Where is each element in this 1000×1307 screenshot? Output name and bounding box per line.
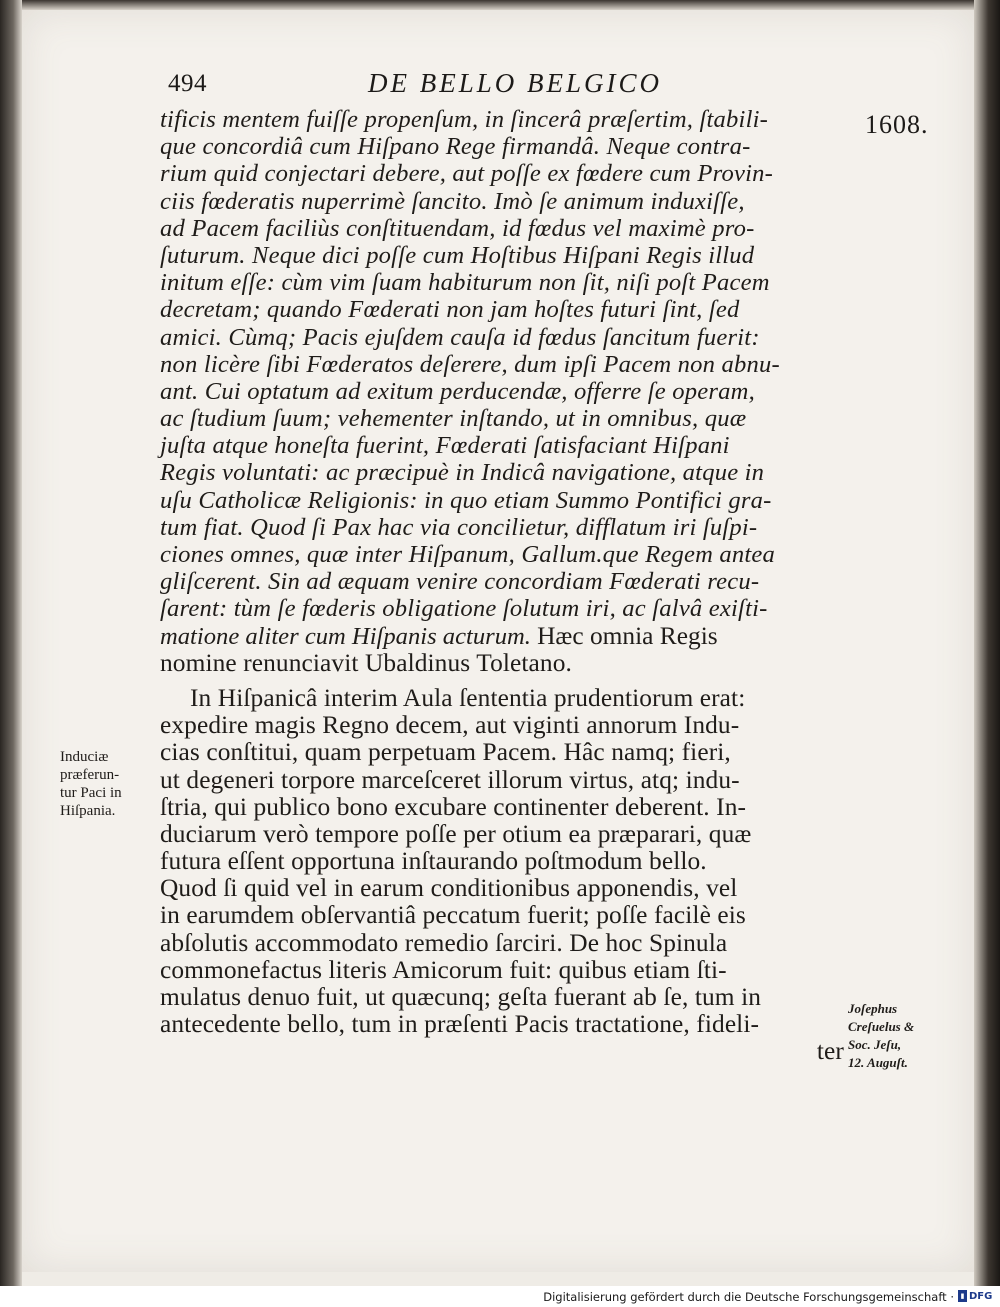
- text-line: Quod ſi quid vel in earum conditionibus apponendis, vel: [160, 874, 738, 903]
- text-line: expedire magis Regno decem, aut viginti annorum Indu-: [160, 711, 740, 740]
- margin-note-line: Creſuelus &: [848, 1019, 915, 1034]
- scan-edge-right: [974, 0, 1000, 1286]
- dfg-logo-label: DFG: [969, 1290, 993, 1302]
- text-line: decretam; quando Fœderati non jam hoſtes futuri ſint, ſed: [160, 296, 740, 324]
- text-line: ſuturum. Neque dici poſſe cum Hoſtibus Hiſpani Regis illud: [160, 241, 755, 269]
- text-line: Regis voluntati: ac præcipuè in Indicâ navigatione, atque in: [160, 459, 765, 487]
- margin-note-left: [60, 748, 160, 820]
- text-line: ad Pacem faciliùs conſtituendam, id fœdus vel maximè pro-: [160, 214, 755, 242]
- margin-note-right: [848, 1000, 953, 1072]
- text-line: ciones omnes, quæ inter Hiſpanum, Gallum.que Regem antea: [160, 541, 776, 568]
- text-line: commonefactus literis Amicorum fuit: quibus etiam ſti-: [160, 955, 727, 984]
- text-line: uſu Catholicæ Religionis: in quo etiam Summo Pontifici gra-: [160, 486, 772, 514]
- margin-note-line: 12. Auguſt.: [848, 1055, 908, 1070]
- footer-credit: Digitalisierung gefördert durch die Deutsche Forschungsgemeinschaft ·: [543, 1290, 954, 1304]
- footer-bar: [0, 1286, 1000, 1307]
- text-line: ſarent: tùm ſe fœderis obligatione ſolutum iri, ac ſalvâ exiſti-: [160, 595, 768, 623]
- text-line: ciis fœderatis nuperrimè ſancito. Imò ſe animum induxiſſe,: [160, 187, 745, 215]
- margin-note-line: Hiſpania.: [60, 803, 116, 819]
- text-line: nomine renunciavit Ubaldinus Toletano.: [160, 648, 572, 677]
- text-line: gliſcerent. Sin ad æquam venire concordiam Fœderati recu-: [160, 568, 760, 596]
- text-line: in earumdem obſervantiâ peccatum fuerit; poſſe facilè eis: [160, 901, 746, 930]
- text-line: mulatus denuo fuit, ut quæcunq; geſta fuerant ab ſe, tum in: [160, 983, 762, 1011]
- margin-note-line: Induciæ: [60, 749, 109, 765]
- body-text: [160, 100, 850, 1066]
- text-line: juſta atque honeſta fuerint, Fœderati ſatisfaciant Hiſpani: [160, 432, 730, 460]
- text-line: que concordiâ cum Hiſpano Rege firmandâ. Neque contra-: [160, 133, 751, 161]
- text-line: ac ſtudium ſuum; vehementer inſtando, ut in omnibus, quæ: [160, 405, 747, 433]
- text-line: duciarum verò tempore poſſe per otium ea præparari, quæ: [160, 819, 752, 848]
- mixed-line: [160, 623, 850, 650]
- catchword: ter: [816, 1037, 844, 1066]
- margin-note-line: Soc. Jeſu,: [848, 1037, 902, 1052]
- scan-edge-left: [0, 0, 22, 1286]
- text-line: amici. Cùmq; Pacis ejuſdem cauſa id fœdus ſancitum fuerit:: [160, 323, 760, 351]
- margin-note-line: Joſephus: [848, 1001, 898, 1016]
- text-line: ant. Cui optatum ad exitum perducendæ, offerre ſe operam,: [160, 377, 755, 405]
- mixed-line-roman: Hæc omnia Regis: [537, 621, 718, 650]
- italic-paragraph: [160, 106, 850, 623]
- mixed-line-italic: matione aliter cum Hiſpanis acturum.: [160, 622, 531, 650]
- dfg-logo-mark: ▮: [958, 1290, 967, 1302]
- text-line: initum eſſe: cùm vim ſuam habiturum non ſit, niſi poſt Pacem: [160, 269, 770, 297]
- dfg-logo-icon: [958, 1289, 994, 1303]
- text-line: futura eſſent opportuna inſtaurando poſtmodum bello.: [160, 847, 707, 876]
- text-line: antecedente bello, tum in præſenti Pacis tractatione, fideli-: [160, 1010, 760, 1039]
- text-line: non licère ſibi Fœderatos deſerere, dum ipſi Pacem non abnu-: [160, 350, 780, 378]
- text-line: cias conſtitui, quam perpetuam Pacem. Hâc namq; fieri,: [160, 738, 731, 767]
- margin-note-line: tur Paci in: [60, 785, 122, 801]
- text-line: abſolutis accommodato remedio ſarciri. De hoc Spinula: [160, 928, 728, 957]
- running-title: DE BELLO BELGICO: [368, 68, 663, 98]
- margin-note-line: præferun-: [60, 767, 120, 783]
- roman-paragraph: [160, 685, 850, 1038]
- margin-year: 1608.: [865, 110, 929, 139]
- text-line: tificis mentem fuiſſe propenſum, in ſincerâ præſertim, ſtabili-: [160, 106, 769, 133]
- text-line: rium quid conjectari debere, aut poſſe ex fœdere cum Provin-: [160, 160, 774, 188]
- text-line: tum fiat. Quod ſi Pax hac via concilietur, difflatum iri ſuſpi-: [160, 513, 758, 541]
- page-number: 494: [168, 70, 207, 97]
- scan-edge-top: [0, 0, 1000, 10]
- text-line: ſtria, qui publico bono excubare continenter deberent. In-: [160, 792, 747, 821]
- text-line: ut degeneri torpore marceſceret illorum virtus, atq; indu-: [160, 765, 740, 794]
- roman-line-group: [160, 650, 850, 677]
- text-line: In Hiſpanicâ interim Aula ſententia prudentiorum erat:: [190, 683, 746, 712]
